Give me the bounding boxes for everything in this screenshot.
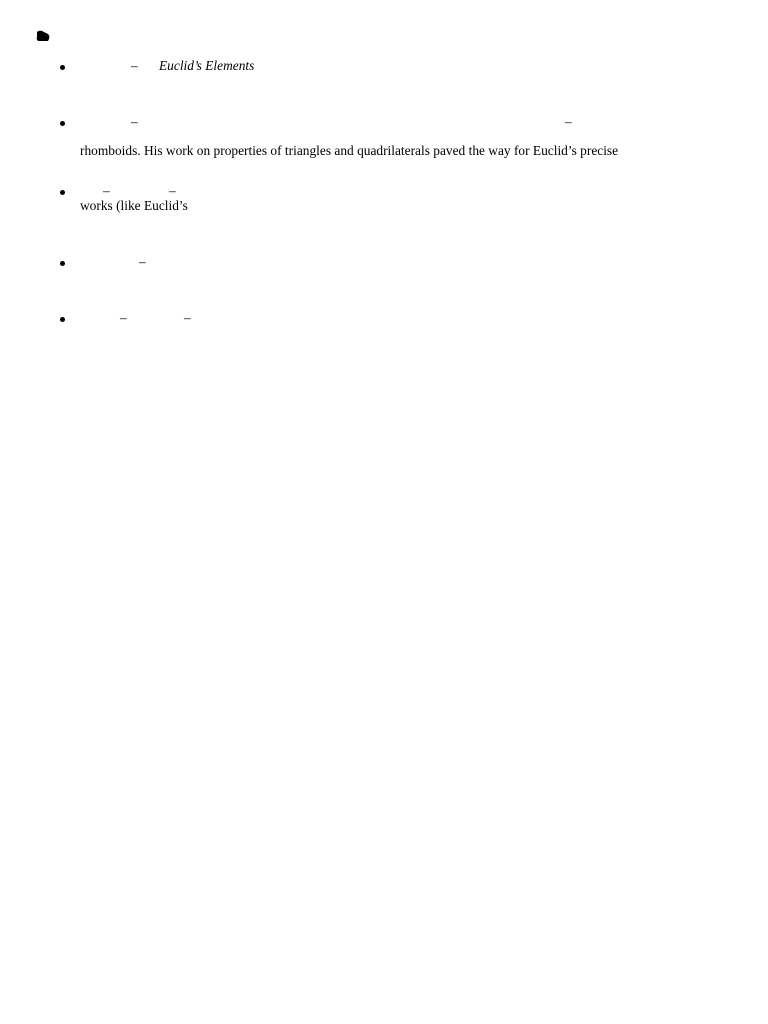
paragraph-line: rhomboids. His work on properties of triangles and quadrilaterals paved the way for Euclid’s precise (80, 143, 619, 158)
em-dash: – (120, 310, 127, 325)
em-dash: – (131, 114, 138, 129)
list-bullet (60, 190, 65, 195)
heading-mark-icon (36, 30, 50, 42)
paragraph-line: works (like Euclid’s (80, 198, 188, 213)
em-dash: – (139, 254, 146, 269)
em-dash: – (169, 183, 176, 198)
list-bullet (60, 261, 65, 266)
list-bullet (60, 65, 65, 70)
em-dash: – (184, 310, 191, 325)
book-title: Euclid’s Elements (159, 58, 255, 73)
em-dash: – (565, 114, 572, 129)
list-bullet (60, 317, 65, 322)
em-dash: – (103, 183, 110, 198)
list-bullet (60, 121, 65, 126)
em-dash: – (131, 58, 138, 73)
